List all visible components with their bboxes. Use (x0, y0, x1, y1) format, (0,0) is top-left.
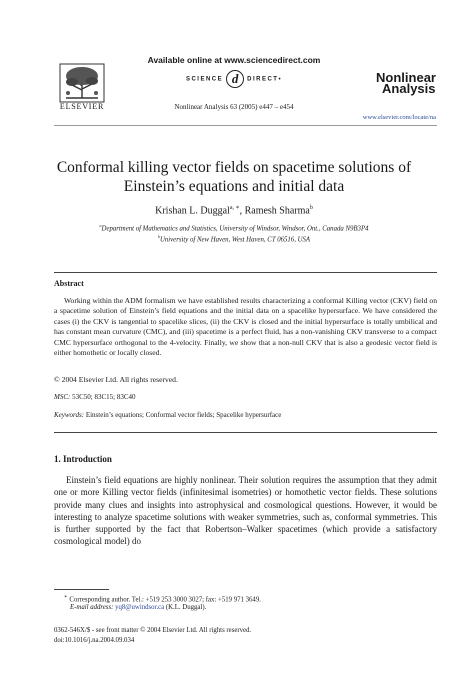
footnote-rule (54, 589, 109, 590)
issn-line: 0362-546X/$ - see front matter © 2004 Elsevier Ltd. All rights reserved. (54, 627, 252, 634)
affiliation-a-mark: a (99, 223, 102, 228)
email-suffix: (K.L. Duggal). (164, 604, 207, 611)
msc-value: 53C50; 83C15; 83C40 (72, 393, 136, 401)
abstract-top-rule (54, 272, 437, 273)
journal-brand-line1: Nonlinear (376, 70, 436, 85)
footnote-email (54, 603, 437, 612)
footnote-mark: ∗ (64, 595, 68, 600)
header-divider (54, 125, 437, 126)
abstract-body: Working within the ADM formalism we have established results characterizing a conformal Killing vector (CKV) field on a spacetime solution of Einstein’s field equations and the initial data on a spacelike hypersurface. We have considered the cases (i) the CKV is tangential to spacelike slices, (ii) the CKV is closed and the initial hypersurface is totally umbilical and has constant mean curvature (CMC), and (iii) spacetime is a perfect fluid, has a non-vanishing CKV transverse to a compact CMC hypersurface orthogonal to the 4-velocity. Finally, we show that a non-null CKV that is also a geodesic vector field is either homothetic or locally closed. (54, 296, 437, 358)
msc-line (54, 393, 136, 401)
footnote-corresponding-text: Corresponding author. Tel.: +519 253 3000 3027; fax: +519 971 3649. (69, 596, 261, 604)
abstract-bottom-rule (54, 432, 437, 433)
email-label: E-mail address: (70, 604, 114, 611)
elsevier-tree-logo-icon (58, 62, 106, 104)
publisher-name: ELSEVIER (59, 102, 105, 111)
section-heading-introduction: 1. Introduction (54, 454, 112, 464)
journal-brand-line2: Analysis (382, 81, 436, 96)
sciencedirect-d-icon: d (226, 70, 244, 88)
msc-label: MSC: (54, 393, 71, 401)
author-1: Krishan L. Duggal (155, 205, 230, 217)
introduction-body: Einstein’s field equations are highly nonlinear. Their solution requires the assumption that they admit one or more Killing vector fields (infinitesimal isometries) or homothetic vector fields. These solutions provide many clues and insights into astrophysical and cosmological questions. However, it would be interesting to analyze spacetime solutions with weaker symmetries, such as, conformal symmetries. This is further supported by the fact that Robertson–Walker spacetimes (which provide a satisfactory cosmological model) do (54, 475, 437, 547)
affiliation-b-mark: b (157, 234, 160, 239)
affiliation-b-text: University of New Haven, West Haven, CT 06516, USA (159, 236, 311, 244)
affiliation-b (40, 234, 428, 243)
available-online-text: Available online at www.sciencedirect.com (147, 55, 321, 65)
author-2: Ramesh Sharma (244, 205, 310, 217)
keywords-value: Einstein’s equations; Conformal vector fields; Spacelike hypersurface (85, 411, 282, 419)
author-2-marks[interactable]: b (309, 205, 313, 211)
keywords-label: Keywords: (54, 411, 85, 419)
affiliation-a-text: Department of Mathematics and Statistics, University of Windsor, Windsor, Ont., Canada N9B3P4 (101, 225, 369, 233)
journal-brand-logo (376, 72, 436, 94)
affiliation-a (40, 223, 428, 232)
abstract-heading: Abstract (54, 279, 84, 288)
email-link[interactable]: yq8@uwindsor.ca (115, 604, 165, 611)
direct-text: DIRECT• (247, 76, 283, 83)
author-separator: , (239, 205, 245, 217)
abstract-copyright: © 2004 Elsevier Ltd. All rights reserved. (54, 375, 178, 384)
keywords-line (54, 411, 281, 419)
doi-line[interactable]: doi:10.1016/j.na.2004.09.034 (54, 637, 135, 644)
author-line (40, 204, 428, 216)
article-title: Conformal killing vector fields on spacetime solutions of Einstein’s equations and initial data (56, 159, 412, 195)
science-text: SCIENCE (185, 76, 224, 83)
author-1-marks[interactable]: a, ∗ (229, 205, 240, 211)
journal-url-link[interactable]: www.elsevier.com/locate/na (362, 114, 436, 121)
journal-citation: Nonlinear Analysis 63 (2005) e447 – e454 (174, 103, 294, 111)
